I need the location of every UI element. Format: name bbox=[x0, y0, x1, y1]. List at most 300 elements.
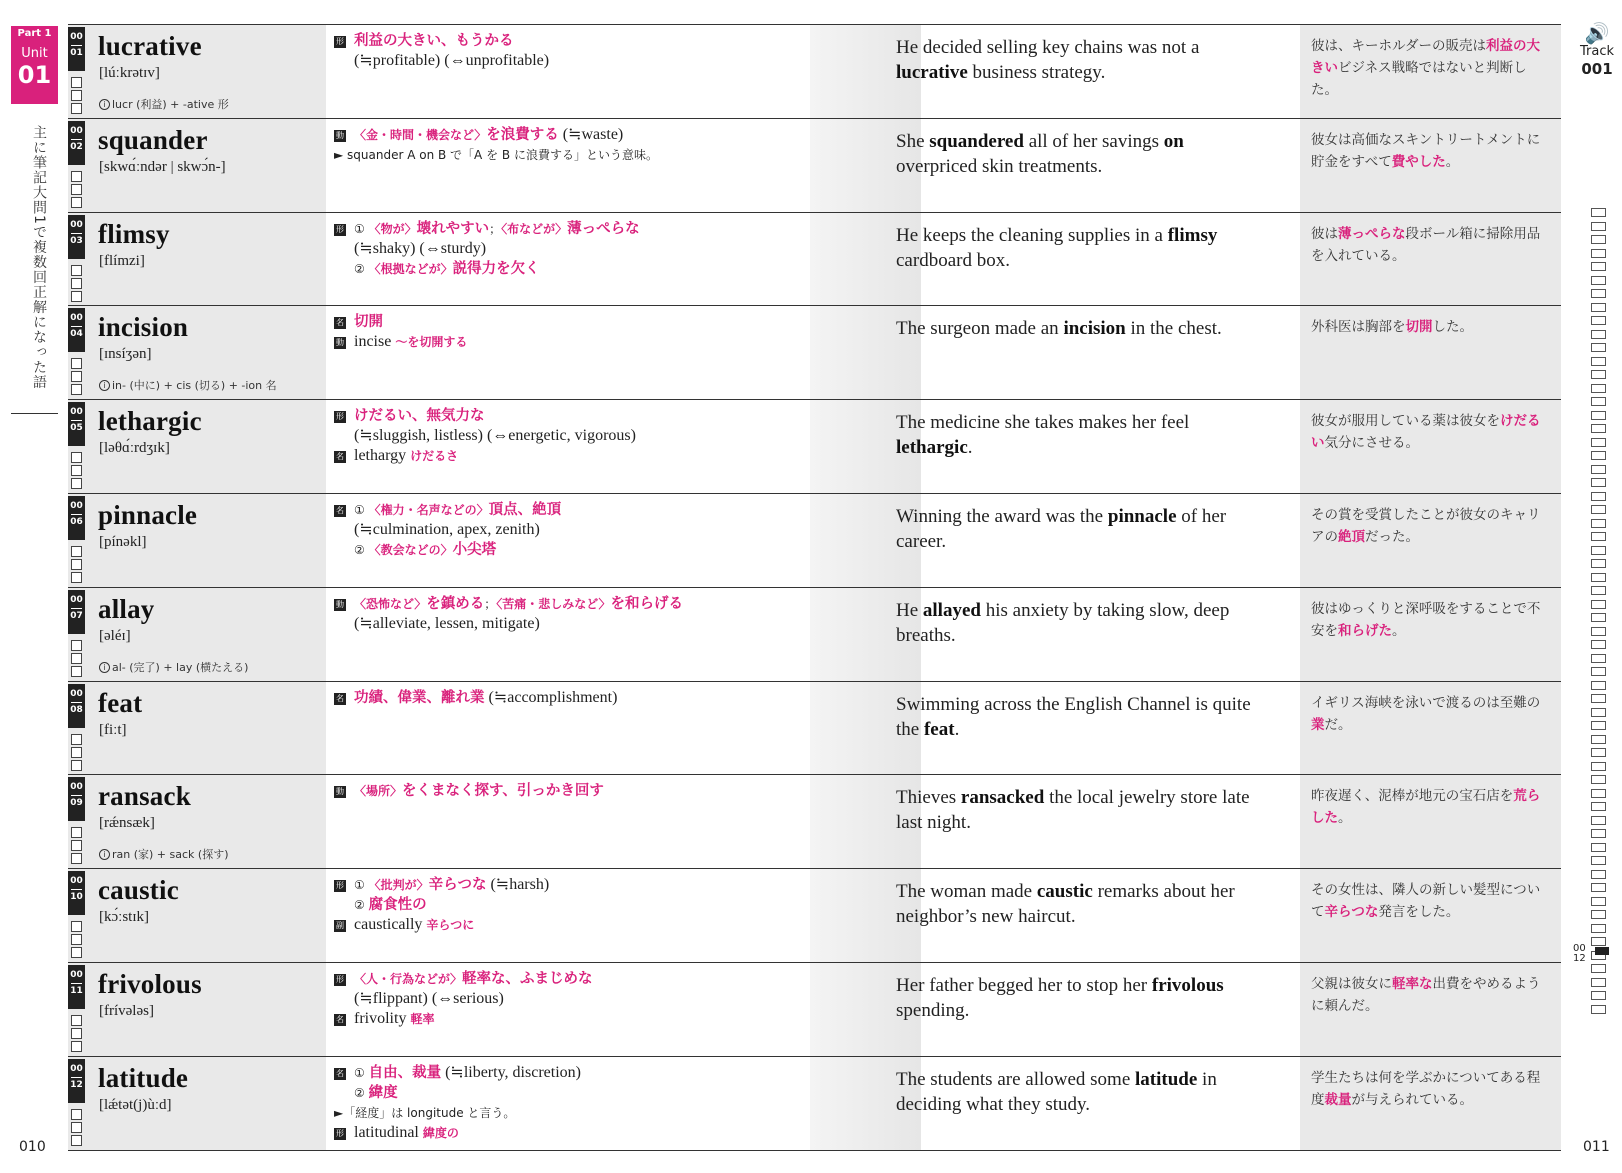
definition-line bbox=[334, 500, 804, 520]
study-checkbox[interactable] bbox=[71, 77, 82, 88]
example-text: remarks about her neighbor’s new haircut. bbox=[896, 881, 1235, 928]
example-text: He decided selling key chains was not a bbox=[896, 37, 1200, 58]
meaning-note: けだるさ bbox=[410, 449, 459, 464]
study-checkbox[interactable] bbox=[71, 358, 82, 369]
entry-number bbox=[68, 215, 85, 259]
translation-highlight: 切開 bbox=[1405, 319, 1433, 336]
translation-highlight: 裁量 bbox=[1324, 1091, 1352, 1108]
pronunciation: [flímzi] bbox=[99, 252, 145, 269]
meaning: 緯度 bbox=[368, 1084, 398, 1101]
headword: ransack bbox=[98, 781, 191, 812]
study-checkbox[interactable] bbox=[71, 921, 82, 932]
translation-highlight: 費やした bbox=[1391, 153, 1446, 170]
study-checkbox[interactable] bbox=[71, 478, 82, 489]
part-of-speech-badge: 形 bbox=[336, 1128, 344, 1138]
example-text: He bbox=[896, 599, 923, 621]
definitions bbox=[334, 594, 804, 634]
study-checkbox[interactable] bbox=[71, 947, 82, 958]
pronunciation: [kɔ́ːstɪk] bbox=[99, 909, 149, 926]
translation bbox=[1311, 973, 1551, 1017]
meaning: 壊れやすい bbox=[416, 220, 490, 237]
translation-text: が与えられている。 bbox=[1351, 1091, 1473, 1108]
definition-line bbox=[334, 614, 804, 634]
entry-number-top: 00 bbox=[70, 32, 83, 42]
entry-number-top: 00 bbox=[70, 313, 83, 324]
translation-text: 気分にさせる。 bbox=[1324, 435, 1419, 452]
example-text: Swimming across the English Channel is quite the bbox=[896, 693, 1251, 740]
study-checkbox[interactable] bbox=[71, 653, 82, 664]
note-text: ； bbox=[489, 221, 502, 236]
progress-marker-bottom: 12 bbox=[1573, 953, 1586, 964]
progress-box bbox=[1591, 856, 1606, 865]
study-checkbox[interactable] bbox=[71, 452, 82, 463]
definition-line bbox=[334, 446, 804, 466]
entry-number-bottom: 02 bbox=[70, 141, 83, 152]
entry-number bbox=[68, 402, 85, 446]
entry-number-bottom: 09 bbox=[70, 798, 83, 809]
study-checkbox[interactable] bbox=[71, 265, 82, 276]
unit-badge bbox=[11, 26, 58, 104]
study-checkbox[interactable] bbox=[71, 278, 82, 289]
entry-number-top: 00 bbox=[70, 969, 83, 980]
progress-box bbox=[1591, 384, 1606, 393]
definition-line bbox=[334, 989, 804, 1009]
study-checkboxes bbox=[71, 171, 83, 210]
track-number: 001 bbox=[1581, 60, 1613, 78]
example-text: She bbox=[896, 130, 930, 152]
entry-number-top: 00 bbox=[70, 876, 83, 887]
pronunciation: [ləθɑ́ːrdʒɪk] bbox=[99, 440, 170, 457]
meaning-note: 〈恐怖など〉 bbox=[354, 596, 427, 611]
example-text: business strategy. bbox=[967, 62, 1106, 83]
related-words: (≒liberty, discretion) bbox=[441, 1063, 581, 1081]
progress-box bbox=[1591, 789, 1606, 798]
part-label: Part 1 bbox=[11, 26, 58, 42]
translation-text: だ。 bbox=[1324, 716, 1352, 733]
progress-box bbox=[1591, 222, 1606, 231]
definitions bbox=[334, 500, 804, 560]
entry-number-bottom: 06 bbox=[70, 516, 83, 527]
definitions bbox=[334, 312, 804, 352]
study-checkboxes bbox=[71, 1015, 83, 1054]
entry-number bbox=[68, 27, 85, 71]
study-checkbox[interactable] bbox=[71, 291, 82, 302]
headword: allay bbox=[98, 593, 155, 624]
entry-row bbox=[68, 775, 1561, 869]
progress-box bbox=[1591, 843, 1606, 852]
headword: feat bbox=[98, 687, 143, 718]
pronunciation: [ɪnsíʒən] bbox=[99, 346, 152, 363]
study-checkbox[interactable] bbox=[71, 384, 82, 395]
example-highlight: ransacked bbox=[960, 787, 1045, 809]
note-text: ►「経度」は longitude と言う。 bbox=[334, 1105, 516, 1120]
translation-highlight: 業 bbox=[1311, 716, 1325, 733]
definition-line bbox=[334, 915, 804, 935]
definitions bbox=[334, 969, 804, 1029]
example-highlight: on bbox=[1163, 130, 1184, 152]
translation-text: 。 bbox=[1338, 810, 1352, 827]
study-checkbox[interactable] bbox=[71, 171, 82, 182]
translation bbox=[1311, 410, 1551, 454]
headword: latitude bbox=[98, 1062, 189, 1093]
meaning-note: 〈場所〉 bbox=[354, 784, 403, 799]
example-highlight: squandered bbox=[929, 130, 1024, 152]
study-checkbox[interactable] bbox=[71, 572, 82, 583]
definition-line bbox=[334, 688, 804, 708]
note-text: ② bbox=[354, 898, 369, 913]
study-checkbox[interactable] bbox=[71, 934, 82, 945]
definition-line bbox=[334, 895, 804, 915]
entry-number bbox=[68, 871, 85, 915]
part-of-speech-badge: 名 bbox=[336, 693, 344, 703]
example-highlight: lucrative bbox=[896, 62, 968, 83]
entry-number bbox=[68, 121, 85, 165]
translation-text: した。 bbox=[1432, 319, 1473, 336]
entry-row bbox=[68, 869, 1561, 963]
example-highlight: frivolous bbox=[1151, 974, 1224, 996]
entry-number bbox=[68, 308, 85, 352]
entry-number-divider bbox=[71, 233, 82, 234]
progress-box bbox=[1591, 748, 1606, 757]
progress-box bbox=[1591, 478, 1606, 487]
related-words: (≒shaky) (⇔sturdy) bbox=[354, 239, 487, 257]
translation-text: イギリス海峡を泳いで渡るのは至難の bbox=[1311, 694, 1541, 711]
meaning: 軽率な、ふまじめな bbox=[462, 970, 593, 987]
translation-text: 。 bbox=[1445, 153, 1460, 170]
definition-line bbox=[334, 406, 804, 426]
translation-highlight: 荒らした bbox=[1311, 788, 1541, 827]
definition-line bbox=[334, 969, 804, 989]
etymology bbox=[99, 659, 248, 675]
study-checkboxes bbox=[71, 1109, 83, 1148]
definitions bbox=[334, 1063, 804, 1143]
part-of-speech-badge: 動 bbox=[336, 787, 344, 797]
etymology-icon: i bbox=[99, 849, 110, 860]
progress-box bbox=[1591, 451, 1606, 460]
entry-number-divider bbox=[71, 514, 82, 515]
progress-box bbox=[1591, 289, 1606, 298]
study-checkbox[interactable] bbox=[71, 197, 82, 208]
translation bbox=[1311, 692, 1551, 736]
entry-number-divider bbox=[71, 983, 82, 984]
study-checkbox[interactable] bbox=[71, 465, 82, 476]
note-text: ② bbox=[354, 542, 369, 557]
entry-number bbox=[68, 590, 85, 634]
entry-row bbox=[68, 213, 1561, 307]
entry-number bbox=[68, 496, 85, 540]
example-text: cardboard box. bbox=[896, 249, 1010, 271]
study-checkbox[interactable] bbox=[71, 640, 82, 651]
example-sentence bbox=[896, 598, 1256, 648]
definition-line bbox=[334, 259, 804, 279]
entry-row bbox=[68, 119, 1561, 213]
progress-box bbox=[1591, 991, 1606, 1000]
study-checkbox[interactable] bbox=[71, 1015, 82, 1026]
translation-text: 彼女は高価なスキントリートメントに貯金をすべて bbox=[1311, 131, 1541, 170]
etymology-text: in- (中に) + cis (切る) + -ion 名 bbox=[112, 379, 277, 393]
study-checkbox[interactable] bbox=[71, 1028, 82, 1039]
progress-box bbox=[1591, 586, 1606, 595]
note-text: ； bbox=[484, 596, 497, 611]
meaning-note: 〈人・行為などが〉 bbox=[354, 971, 463, 986]
study-checkbox[interactable] bbox=[71, 1041, 82, 1052]
progress-box bbox=[1591, 802, 1606, 811]
entry-number-divider bbox=[71, 608, 82, 609]
entry-number-top: 00 bbox=[70, 594, 83, 605]
progress-marker bbox=[1563, 944, 1622, 964]
translation bbox=[1311, 223, 1551, 267]
example-highlight: incision bbox=[1063, 318, 1126, 340]
translation-text: 彼は、キーホルダーの販売は bbox=[1311, 38, 1486, 54]
translation-text: 父親は彼女に bbox=[1311, 975, 1392, 992]
side-caption: 主に筆記大問1で複数回正解になった語 bbox=[31, 125, 47, 390]
meaning: を和らげる bbox=[610, 595, 684, 612]
related-words: (≒accomplishment) bbox=[484, 688, 618, 706]
entry-number bbox=[68, 684, 85, 728]
progress-box bbox=[1591, 505, 1606, 514]
example-sentence bbox=[896, 316, 1256, 341]
study-checkboxes bbox=[71, 77, 83, 116]
definition-line bbox=[334, 219, 804, 239]
progress-boxes bbox=[1591, 208, 1609, 1018]
related-words: latitudinal bbox=[354, 1123, 423, 1141]
example-text: He keeps the cleaning supplies in a bbox=[896, 224, 1168, 246]
meaning: 自由、裁量 bbox=[368, 1064, 442, 1081]
unit-number: 01 bbox=[17, 61, 52, 89]
note-text: ① bbox=[354, 878, 369, 893]
entry-number-divider bbox=[71, 795, 82, 796]
translation-text: 昨夜遅く、泥棒が地元の宝石店を bbox=[1311, 788, 1514, 805]
translation-highlight: 和らげた bbox=[1338, 622, 1392, 639]
definition-line bbox=[334, 1123, 804, 1143]
etymology-text: ran (家) + sack (探す) bbox=[112, 848, 229, 862]
definitions bbox=[334, 125, 804, 165]
study-checkbox[interactable] bbox=[71, 184, 82, 195]
etymology-icon: i bbox=[99, 99, 110, 110]
entry-number-bottom: 01 bbox=[70, 48, 83, 58]
speaker-icon: 🔊 bbox=[1584, 21, 1610, 45]
translation bbox=[1311, 316, 1551, 338]
example-text: all of her savings bbox=[1023, 130, 1164, 152]
progress-box bbox=[1591, 276, 1606, 285]
progress-box bbox=[1591, 708, 1606, 717]
progress-box bbox=[1591, 897, 1606, 906]
translation-text: 外科医は胸部を bbox=[1311, 319, 1406, 336]
example-sentence bbox=[896, 879, 1256, 929]
pronunciation: [frívələs] bbox=[99, 1002, 154, 1019]
headword: flimsy bbox=[98, 218, 170, 249]
translation-text: 。 bbox=[1392, 622, 1406, 639]
meaning: 頂点、絶頂 bbox=[488, 501, 562, 518]
meaning-note: ～を切開する bbox=[395, 335, 468, 350]
progress-box bbox=[1591, 559, 1606, 568]
related-words: (≒culmination, apex, zenith) bbox=[354, 520, 540, 538]
definition-line bbox=[334, 125, 804, 145]
pronunciation: [fiːt] bbox=[99, 721, 127, 738]
entry-number-top: 00 bbox=[70, 125, 83, 136]
progress-box bbox=[1591, 640, 1606, 649]
translation-highlight: 利益の大きい bbox=[1311, 38, 1540, 76]
headword: incision bbox=[98, 312, 189, 343]
translation-highlight: 軽率な bbox=[1392, 975, 1433, 992]
definition-line bbox=[334, 239, 804, 259]
translation-text: その賞を受賞したことが彼女のキャリアの bbox=[1311, 506, 1541, 545]
study-checkbox[interactable] bbox=[71, 666, 82, 677]
study-checkbox[interactable] bbox=[71, 1122, 82, 1133]
track-indicator[interactable] bbox=[1575, 22, 1619, 78]
progress-box bbox=[1591, 1005, 1606, 1014]
etymology bbox=[99, 96, 229, 112]
study-checkbox[interactable] bbox=[71, 827, 82, 838]
example-text: . bbox=[954, 718, 960, 740]
example-sentence bbox=[896, 129, 1256, 179]
study-checkbox[interactable] bbox=[71, 1109, 82, 1120]
translation-text: だった。 bbox=[1365, 528, 1419, 545]
entry-number-bottom: 11 bbox=[70, 985, 83, 996]
definitions bbox=[334, 781, 804, 801]
translation-text: その女性は、隣人の新しい髪型について bbox=[1311, 882, 1541, 921]
study-checkboxes bbox=[71, 640, 83, 679]
part-of-speech-badge: 形 bbox=[336, 412, 344, 422]
progress-box bbox=[1591, 235, 1606, 244]
headword: squander bbox=[98, 124, 208, 155]
meaning: を鎮める bbox=[426, 595, 485, 612]
definition-line bbox=[334, 1009, 804, 1029]
progress-box bbox=[1591, 330, 1606, 339]
definition-line bbox=[334, 520, 804, 540]
progress-box bbox=[1591, 829, 1606, 838]
definitions bbox=[334, 406, 804, 466]
progress-box bbox=[1591, 532, 1606, 541]
study-checkbox[interactable] bbox=[71, 734, 82, 745]
meaning-note: 〈苦痛・悲しみなど〉 bbox=[496, 596, 611, 611]
definitions bbox=[334, 219, 804, 279]
definition-line bbox=[334, 781, 804, 801]
meaning-note: 〈布などが〉 bbox=[501, 221, 568, 236]
definition-line bbox=[334, 1103, 804, 1123]
study-checkbox[interactable] bbox=[71, 760, 82, 771]
part-of-speech-badge: 形 bbox=[336, 881, 344, 891]
note-text: ① bbox=[354, 502, 369, 517]
example-sentence bbox=[896, 35, 1256, 85]
study-checkbox[interactable] bbox=[71, 559, 82, 570]
example-highlight: feat bbox=[923, 718, 955, 740]
example-highlight: pinnacle bbox=[1107, 505, 1177, 527]
etymology bbox=[99, 377, 277, 393]
progress-box bbox=[1591, 654, 1606, 663]
meaning: を浪費する bbox=[486, 126, 559, 143]
part-of-speech-badge: 名 bbox=[336, 1068, 344, 1078]
side-divider bbox=[11, 413, 58, 414]
related-words: (≒harsh) bbox=[486, 876, 550, 894]
progress-box bbox=[1591, 721, 1606, 730]
study-checkbox[interactable] bbox=[71, 546, 82, 557]
entry-row bbox=[68, 1057, 1561, 1151]
entry-number-top: 00 bbox=[70, 500, 83, 511]
progress-box bbox=[1591, 411, 1606, 420]
entry-number bbox=[68, 1059, 85, 1103]
entry-number bbox=[68, 965, 85, 1009]
progress-box bbox=[1591, 519, 1606, 528]
study-checkbox[interactable] bbox=[71, 1135, 82, 1146]
example-sentence bbox=[896, 692, 1256, 742]
progress-box bbox=[1591, 978, 1606, 987]
progress-box bbox=[1591, 775, 1606, 784]
translation bbox=[1311, 35, 1551, 101]
entry-number-top: 00 bbox=[70, 219, 83, 230]
related-words: frivolity bbox=[354, 1009, 411, 1027]
study-checkbox[interactable] bbox=[71, 371, 82, 382]
entry-number-divider bbox=[71, 326, 82, 327]
definition-line bbox=[334, 875, 804, 895]
translation-text: ビジネス戦略ではないと判断した。 bbox=[1311, 60, 1527, 98]
progress-box bbox=[1591, 316, 1606, 325]
entry-number-divider bbox=[71, 139, 82, 140]
progress-box bbox=[1591, 424, 1606, 433]
definition-line bbox=[334, 426, 804, 446]
study-checkbox[interactable] bbox=[71, 747, 82, 758]
meaning: 腐食性の bbox=[368, 897, 427, 914]
entry-number-divider bbox=[71, 889, 82, 890]
translation-text: 発言をした。 bbox=[1378, 904, 1460, 921]
progress-box bbox=[1591, 262, 1606, 271]
translation-text: 彼はゆっくりと深呼吸をすることで不安を bbox=[1311, 600, 1541, 639]
example-text: his anxiety by taking slow, deep breaths. bbox=[896, 599, 1230, 646]
study-checkbox[interactable] bbox=[71, 853, 82, 864]
part-of-speech-badge: 形 bbox=[336, 224, 344, 234]
study-checkbox[interactable] bbox=[71, 840, 82, 851]
study-checkboxes bbox=[71, 358, 83, 397]
entry-number-bottom: 10 bbox=[70, 892, 83, 903]
example-sentence bbox=[896, 504, 1256, 554]
vocabulary-list bbox=[68, 24, 1561, 1151]
pronunciation: [lǽtət(j)ùːd] bbox=[99, 1096, 172, 1113]
etymology-text: al- (完了) + lay (横たえる) bbox=[112, 660, 249, 674]
entry-number-divider bbox=[71, 420, 82, 421]
progress-box bbox=[1591, 370, 1606, 379]
etymology-icon: i bbox=[99, 662, 110, 673]
pronunciation: [əléɪ] bbox=[99, 627, 131, 644]
part-of-speech-badge: 形 bbox=[336, 37, 344, 46]
progress-box bbox=[1591, 357, 1606, 366]
definition-line bbox=[334, 1083, 804, 1103]
example-text: Winning the award was the bbox=[896, 505, 1108, 527]
progress-box bbox=[1591, 883, 1606, 892]
pronunciation: [rǽnsæk] bbox=[99, 815, 155, 832]
related-words: incise bbox=[354, 333, 396, 351]
study-checkbox[interactable] bbox=[71, 103, 82, 114]
study-checkbox[interactable] bbox=[71, 90, 82, 101]
translation-text: 彼は bbox=[1311, 225, 1338, 242]
example-text: spending. bbox=[896, 999, 970, 1021]
translation bbox=[1311, 785, 1551, 829]
example-text: Her father begged her to stop her bbox=[896, 974, 1152, 996]
example-sentence bbox=[896, 1067, 1256, 1117]
related-words: (≒flippant) (⇔serious) bbox=[354, 989, 504, 1007]
progress-box bbox=[1591, 397, 1606, 406]
progress-box bbox=[1591, 762, 1606, 771]
progress-box bbox=[1591, 667, 1606, 676]
progress-box bbox=[1591, 492, 1606, 501]
entry-number-top: 00 bbox=[70, 782, 83, 793]
progress-box bbox=[1591, 924, 1606, 933]
progress-marker-top: 00 bbox=[1573, 943, 1586, 954]
entry-number bbox=[68, 777, 85, 821]
progress-box bbox=[1591, 870, 1606, 879]
headword: pinnacle bbox=[98, 499, 198, 530]
pronunciation: [lúːkrətɪv] bbox=[99, 65, 160, 81]
definitions bbox=[334, 875, 804, 935]
